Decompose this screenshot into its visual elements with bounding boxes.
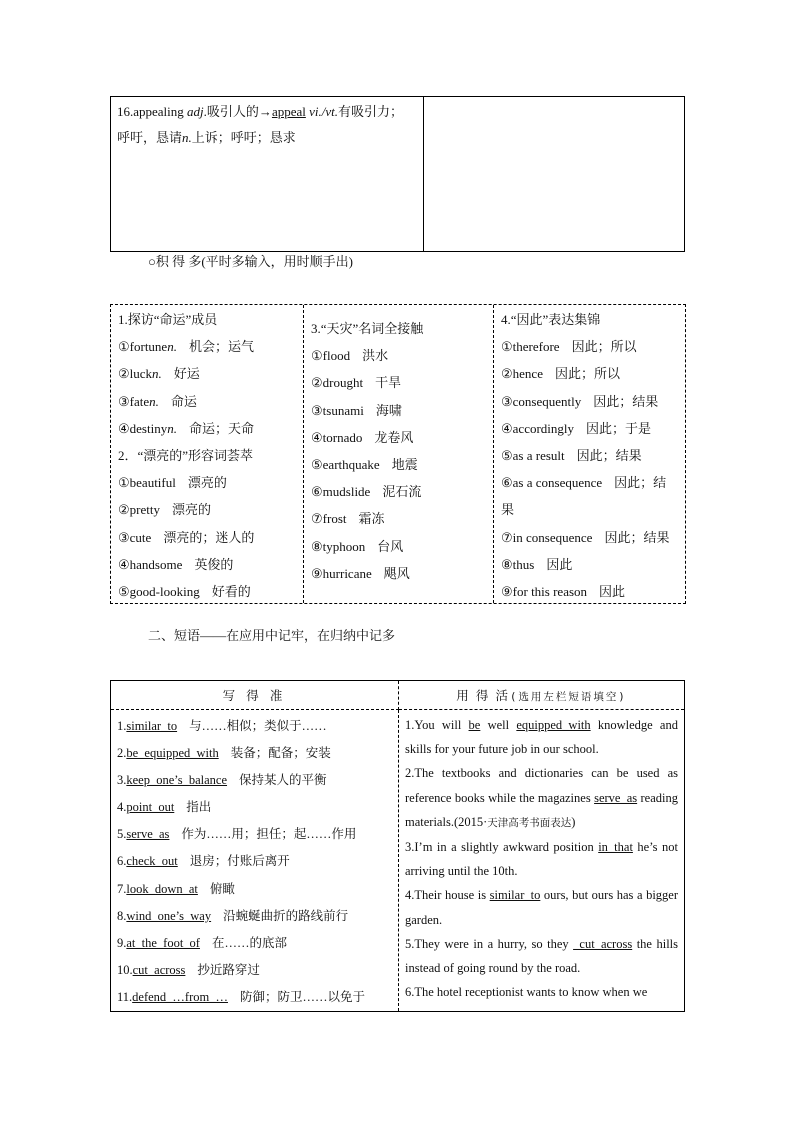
list-item: ⑤earthquake 地震	[311, 457, 418, 473]
empty-cell	[424, 97, 685, 252]
list-item: 果	[501, 502, 515, 518]
sentence-1: 1.You will be well equipped_with knowledge and skills for your future job in our school.	[405, 718, 678, 757]
sentence-2: 2.The textbooks and dictionaries can be used as reference books while the magazines serve_as reading materials.(2015·天津高考书面表达)	[405, 766, 678, 829]
vocab-column-1	[111, 305, 303, 603]
entry-table	[110, 96, 685, 252]
sentence-5: 5.They were in a hurry, so they _cut_across the hills instead of going round by the road.	[405, 936, 678, 976]
group-title: 2．“漂亮的”形容词荟萃	[118, 448, 254, 464]
vocab-box	[110, 304, 686, 604]
list-item: ①fortunen. 机会；运气	[118, 339, 254, 355]
list-item: 7.look_down_at 俯瞰	[117, 881, 235, 896]
entry-pos-noun: n.	[182, 130, 192, 145]
list-item: ⑧thus 因此	[501, 556, 573, 572]
sentence-4: 4.Their house is similar_to ours, but ours has a bigger garden.	[405, 888, 679, 927]
list-item: ①beautiful 漂亮的	[118, 475, 227, 491]
entry-prefix: 16.appealing	[117, 104, 188, 119]
list-item: ③consequently 因此；结果	[501, 393, 659, 409]
list-item: ⑧typhoon 台风	[311, 538, 404, 554]
header-note: (选用左栏短语填空)	[510, 691, 627, 703]
list-item: ①flood 洪水	[311, 348, 389, 364]
group-title: 4.“因此”表达集锦	[501, 312, 601, 327]
list-item: ⑤good-looking 好看的	[118, 584, 251, 600]
header-write: 写 得 准	[111, 681, 399, 710]
list-item: ⑥as a consequence 因此；结	[501, 475, 667, 491]
accumulate-note: ○积 得 多(平时多输入，用时顺手出)	[148, 254, 354, 269]
list-item: ④tornado 龙卷风	[311, 429, 414, 445]
list-item: ②pretty 漂亮的	[118, 502, 211, 518]
entry-link-word: appeal	[271, 104, 306, 119]
list-item: 8.wind_one’s_way 沿蜿蜒曲折的路线前行	[117, 908, 349, 923]
group-title: 1.探访“命运”成员	[118, 312, 218, 327]
list-item: 5.serve_as 作为……用；担任；起……作用	[117, 827, 357, 842]
sentence-3: 3.I’m in a slightly awkward position in_that he’s not arriving until the 10th.	[405, 840, 678, 879]
entry-line2-b: 上诉；呼吁；恳求	[191, 130, 296, 145]
list-item: ⑦in consequence 因此；结果	[501, 529, 670, 545]
vocab-column-2	[303, 305, 493, 603]
list-item: ⑤as a result 因此；结果	[501, 448, 642, 464]
list-item: 3.keep_one’s_balance 保持某人的平衡	[117, 773, 327, 788]
list-item: ⑨for this reason 因此	[501, 584, 626, 600]
list-item: 6.check_out 退房；付账后离开	[117, 854, 290, 869]
list-item: ④handsome 英俊的	[118, 556, 234, 572]
list-item: ③faten. 命运	[118, 393, 197, 409]
list-item: 10.cut_across 抄近路穿过	[117, 962, 260, 977]
list-item: 11.defend_…from_… 防御；防卫……以免于	[117, 989, 365, 1004]
list-item: ④accordingly 因此；于是	[501, 420, 652, 436]
list-item: 1.similar_to 与……相似；类似于……	[117, 719, 327, 733]
list-item: ③tsunami 海啸	[311, 402, 402, 418]
entry-cell	[111, 97, 424, 252]
list-item: ①therefore 因此；所以	[501, 339, 637, 355]
list-item: ③cute 漂亮的；迷人的	[118, 529, 255, 545]
sentence-6: 6.The hotel receptionist wants to know when we	[405, 985, 648, 1000]
sentence-list	[399, 710, 685, 1012]
entry-verb-meaning: 有吸引力；	[338, 104, 404, 119]
header-use: 用 得 活(选用左栏短语填空)	[399, 681, 685, 710]
entry-meaning: .吸引人的→	[203, 104, 272, 119]
list-item: 2.be_equipped_with 装备；配备；安装	[117, 746, 331, 761]
list-item: ②luckn. 好运	[118, 366, 200, 382]
list-item: ②hence 因此；所以	[501, 366, 620, 382]
section-title: 二、短语——在应用中记牢，在归纳中记多	[148, 628, 396, 643]
list-item: ④destinyn. 命运；天命	[118, 420, 254, 436]
list-item: ⑦frost 霜冻	[311, 511, 385, 527]
list-item: ⑥mudslide 泥石流	[311, 484, 422, 500]
phrase-table	[110, 680, 685, 1012]
list-item: 4.point_out 指出	[117, 800, 212, 815]
phrase-list	[111, 710, 399, 1012]
entry-line2-a: 呼吁，恳请	[117, 130, 183, 145]
entry-pos-adj: adj	[187, 104, 204, 119]
entry-pos-verb: vi./vt.	[305, 104, 338, 119]
group-title: 3.“天灾”名词全接触	[311, 321, 424, 336]
vocab-column-3	[493, 305, 685, 603]
list-item: 9.at_the_foot_of 在……的底部	[117, 935, 287, 950]
list-item: ②drought 干旱	[311, 375, 402, 391]
list-item: ⑨hurricane 飓风	[311, 565, 410, 581]
